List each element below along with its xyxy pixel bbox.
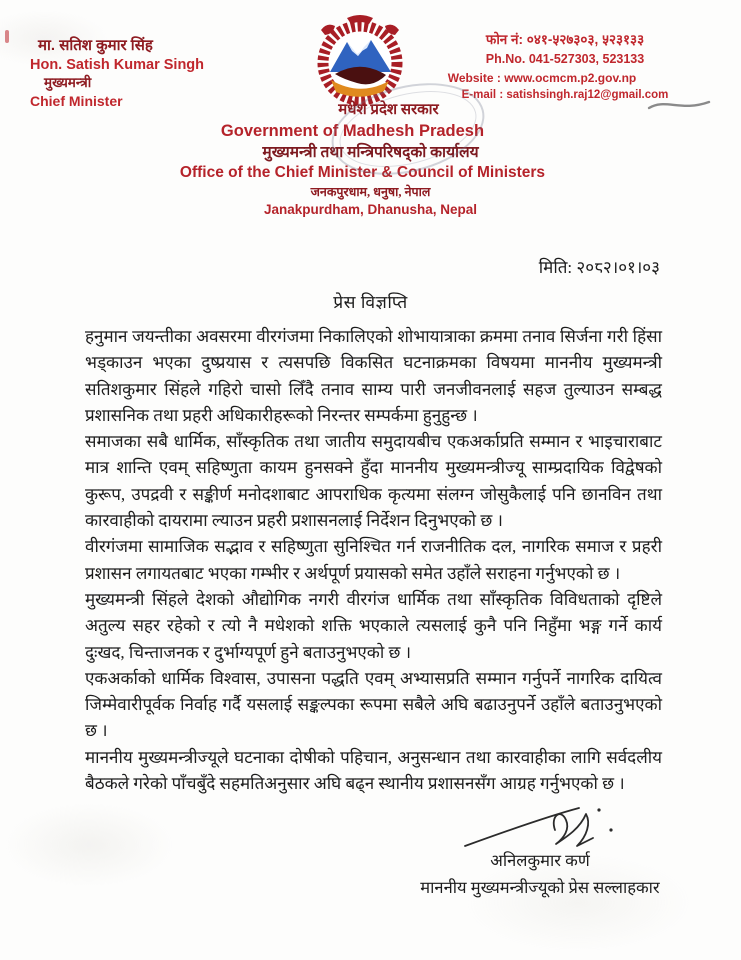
contact-block (405, 30, 725, 104)
office-name-english: Office of the Chief Minister & Council of Ministers (179, 164, 546, 182)
paragraph: मुख्यमन्त्री सिंहले देशको औद्योगिक नगरी वीरगंज धार्मिक तथा साँस्कृतिक विविधताको दृष्टिले अतुल्य सहर रहेको र त्यो नै मधेशको शक्ति भएकाले त्यसलाई कुनै पनि निहुँमा भङ्ग गर्ने कार्य दुःखद, चिन्ताजनक र दुर्भाग्यपूर्ण हुने बताउनुभएको छ । (85, 589, 662, 662)
signer-name: अनिलकुमार कर्ण (490, 851, 590, 870)
press-release-title: प्रेस विज्ञप्ति (333, 292, 408, 312)
email-text: E-mail : satishsingh.raj12@gmail.com (461, 89, 669, 101)
place-name-nepali: जनकपुरधाम, धनुषा, नेपाल (310, 185, 431, 200)
paragraph: समाजका सबै धार्मिक, साँस्कृतिक तथा जातीय समुदायबीच एकअर्काप्रति सम्मान र भाइचाराबाट मात्र शान्ति एवम् सहिष्णुता कायम हुनसक्ने हुँदा माननीय मुख्यमन्त्रीज्यू साम्प्रदायिक विद्वेषको कुरूप, उपद्रवी र सङ्कीर्ण मनोदशाबाट आपराधिक कृत्यमा संलग्न जोसुकैलाई पनि छानविन तथा कारवाहीको दायरामा ल्याउन प्रहरी प्रशासनलाई निर्देशन दिनुभएको छ । (85, 432, 662, 531)
paragraph: एकअर्काको धार्मिक विश्वास, उपासना पद्धति एवम् अभ्यासप्रति सम्मान गर्नुपर्ने नागरिक दायित्व जिम्मेवारीपूर्वक निर्वाह गर्दै यसलाई सङ्कल्पका रूपमा सबैले अघि बढाउनुपर्ने उहाँले बताउनुभएको छ । (85, 668, 662, 741)
letter-date: मिति: २०८२।०१।०३ (538, 258, 660, 277)
handwritten-signature-icon (459, 800, 649, 852)
government-name-nepali: मधेश प्रदेश सरकार (338, 102, 439, 118)
place-name-english: Janakpurdham, Dhanusha, Nepal (263, 202, 478, 218)
official-name-english: Hon. Satish Kumar Singh (30, 56, 205, 73)
website-text: Website : www.ocmcm.p2.gov.np (447, 71, 637, 85)
pen-squiggle-mark (647, 96, 711, 114)
organization-block (0, 100, 741, 219)
official-post-english: Chief Minister (30, 92, 123, 109)
phone-nepali: फोन नं: ०४१-५२७३०३, ५२३१३३ (485, 32, 645, 47)
paragraph: वीरगंजमा सामाजिक सद्भाव र सहिष्णुता सुनिश्चित गर्न राजनीतिक दल, नागरिक समाज र प्रहरी प्रशासन लगायतबाट भएका गम्भीर र अर्थपूर्ण प्रयासको समेत उहाँले सराहना गर्नुभएको छ । (85, 537, 662, 583)
official-name-nepali: मा. सतिश कुमार सिंह (38, 37, 153, 54)
government-name-english: Government of Madhesh Pradesh (220, 122, 485, 141)
phone-english: Ph.No. 041-527303, 523133 (485, 52, 645, 67)
office-name-nepali: मुख्यमन्त्री तथा मन्त्रिपरिषद्को कार्यालय (262, 143, 479, 161)
letter-body (85, 324, 662, 797)
paragraph: माननीय मुख्यमन्त्रीज्यूले घटनाका दोषीको पहिचान, अनुसन्धान तथा कारवाहीका लागि सर्वदलीय बैठकले गरेको पाँचबुँदे सहमतिअनुसार अघि बढ्न स्थानीय प्रशासनसँग आग्रह गर्नुभएको छ । (85, 747, 662, 794)
official-identity-block (30, 36, 204, 110)
signature-block (370, 800, 710, 898)
signer-title: माननीय मुख्यमन्त्रीज्यूको प्रेस सल्लाहकार (420, 878, 660, 897)
paragraph: हनुमान जयन्तीका अवसरमा वीरगंजमा निकालिएको शोभायात्राका क्रममा तनाव सिर्जना गरी हिंसा भड्काउन भएका दुष्प्रयास र त्यसपछि विकसित घटनाक्रमका विषयमा माननीय मुख्यमन्त्री सतिशकुमार सिंहले गहिरो चासो लिँदै तनाव साम्य पारी जनजीवनलाई सहज तुल्याउन सम्बद्ध प्रशासनिक तथा प्रहरी अधिकारीहरूको निरन्तर सम्पर्कमा हुनुहुन्छ । (85, 327, 662, 425)
official-post-nepali: मुख्यमन्त्री (44, 75, 92, 91)
scan-artifact-mark (5, 30, 9, 43)
